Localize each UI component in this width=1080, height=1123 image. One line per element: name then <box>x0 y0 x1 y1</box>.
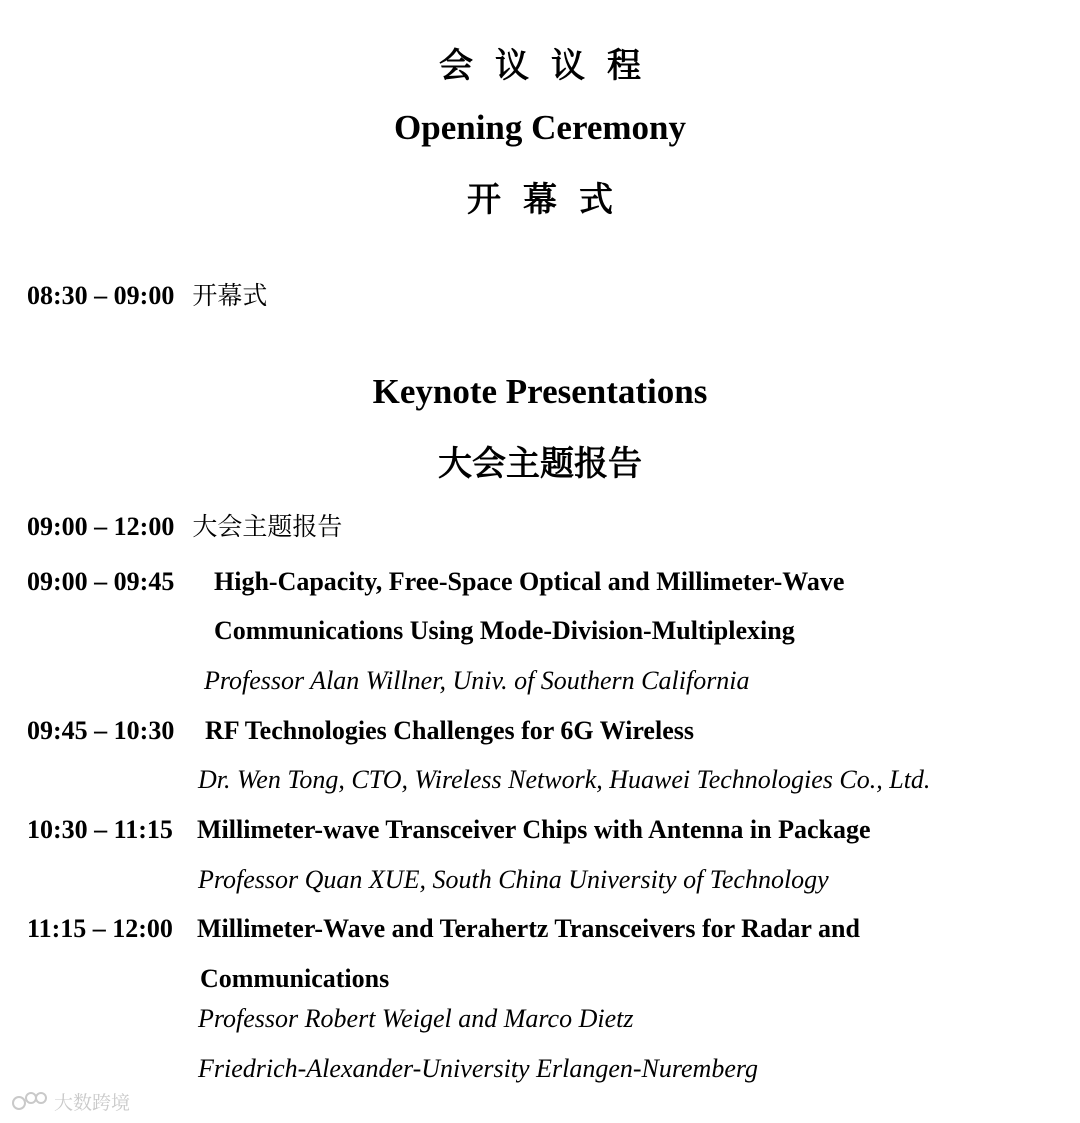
opening-ceremony-cn-title: 开幕式 <box>467 180 635 220</box>
talk-2-time: 09:45 – 10:30 <box>27 716 175 745</box>
watermark <box>10 1088 130 1115</box>
talk-4-title-line1: Millimeter-Wave and Terahertz Transceivers for Radar and <box>197 914 860 943</box>
opening-ceremony-title: Opening Ceremony <box>394 108 686 147</box>
talk-3-title-line1: Millimeter-wave Transceiver Chips with Antenna in Package <box>197 815 871 844</box>
talk-4-title-line2: Communications <box>200 964 390 993</box>
talk-1-speaker: Professor Alan Willner, Univ. of Southern California <box>204 666 750 695</box>
keynote-slot <box>27 507 342 543</box>
keynote-slot-label: 大会主题报告 <box>192 512 343 541</box>
talk-1-title-line2: Communications Using Mode-Division-Multiplexing <box>214 616 795 645</box>
talk-4-affiliation: Friedrich-Alexander-University Erlangen-Nuremberg <box>198 1054 759 1083</box>
talk-2-speaker: Dr. Wen Tong, CTO, Wireless Network, Huawei Technologies Co., Ltd. <box>198 765 931 794</box>
talk-4-speaker: Professor Robert Weigel and Marco Dietz <box>198 1004 634 1033</box>
opening-slot-label: 开幕式 <box>192 281 268 310</box>
talk-3-time: 10:30 – 11:15 <box>27 815 173 844</box>
agenda-title: 会议议程 <box>439 46 663 86</box>
opening-slot-time: 08:30 – 09:00 <box>27 281 175 310</box>
talk-3-speaker: Professor Quan XUE, South China University of Technology <box>198 865 829 894</box>
watermark-logo-icon <box>10 1089 50 1115</box>
keynote-title: Keynote Presentations <box>372 372 708 411</box>
keynote-cn-title: 大会主题报告 <box>438 444 642 484</box>
watermark-text: 大数跨境 <box>54 1092 131 1114</box>
keynote-slot-time: 09:00 – 12:00 <box>27 512 175 541</box>
opening-slot <box>27 276 267 312</box>
talk-4-time: 11:15 – 12:00 <box>27 914 173 943</box>
talk-2-title-line1: RF Technologies Challenges for 6G Wireless <box>205 716 694 745</box>
talk-1-time: 09:00 – 09:45 <box>27 567 175 596</box>
talk-1-title-line1: High-Capacity, Free-Space Optical and Millimeter-Wave <box>214 567 845 596</box>
